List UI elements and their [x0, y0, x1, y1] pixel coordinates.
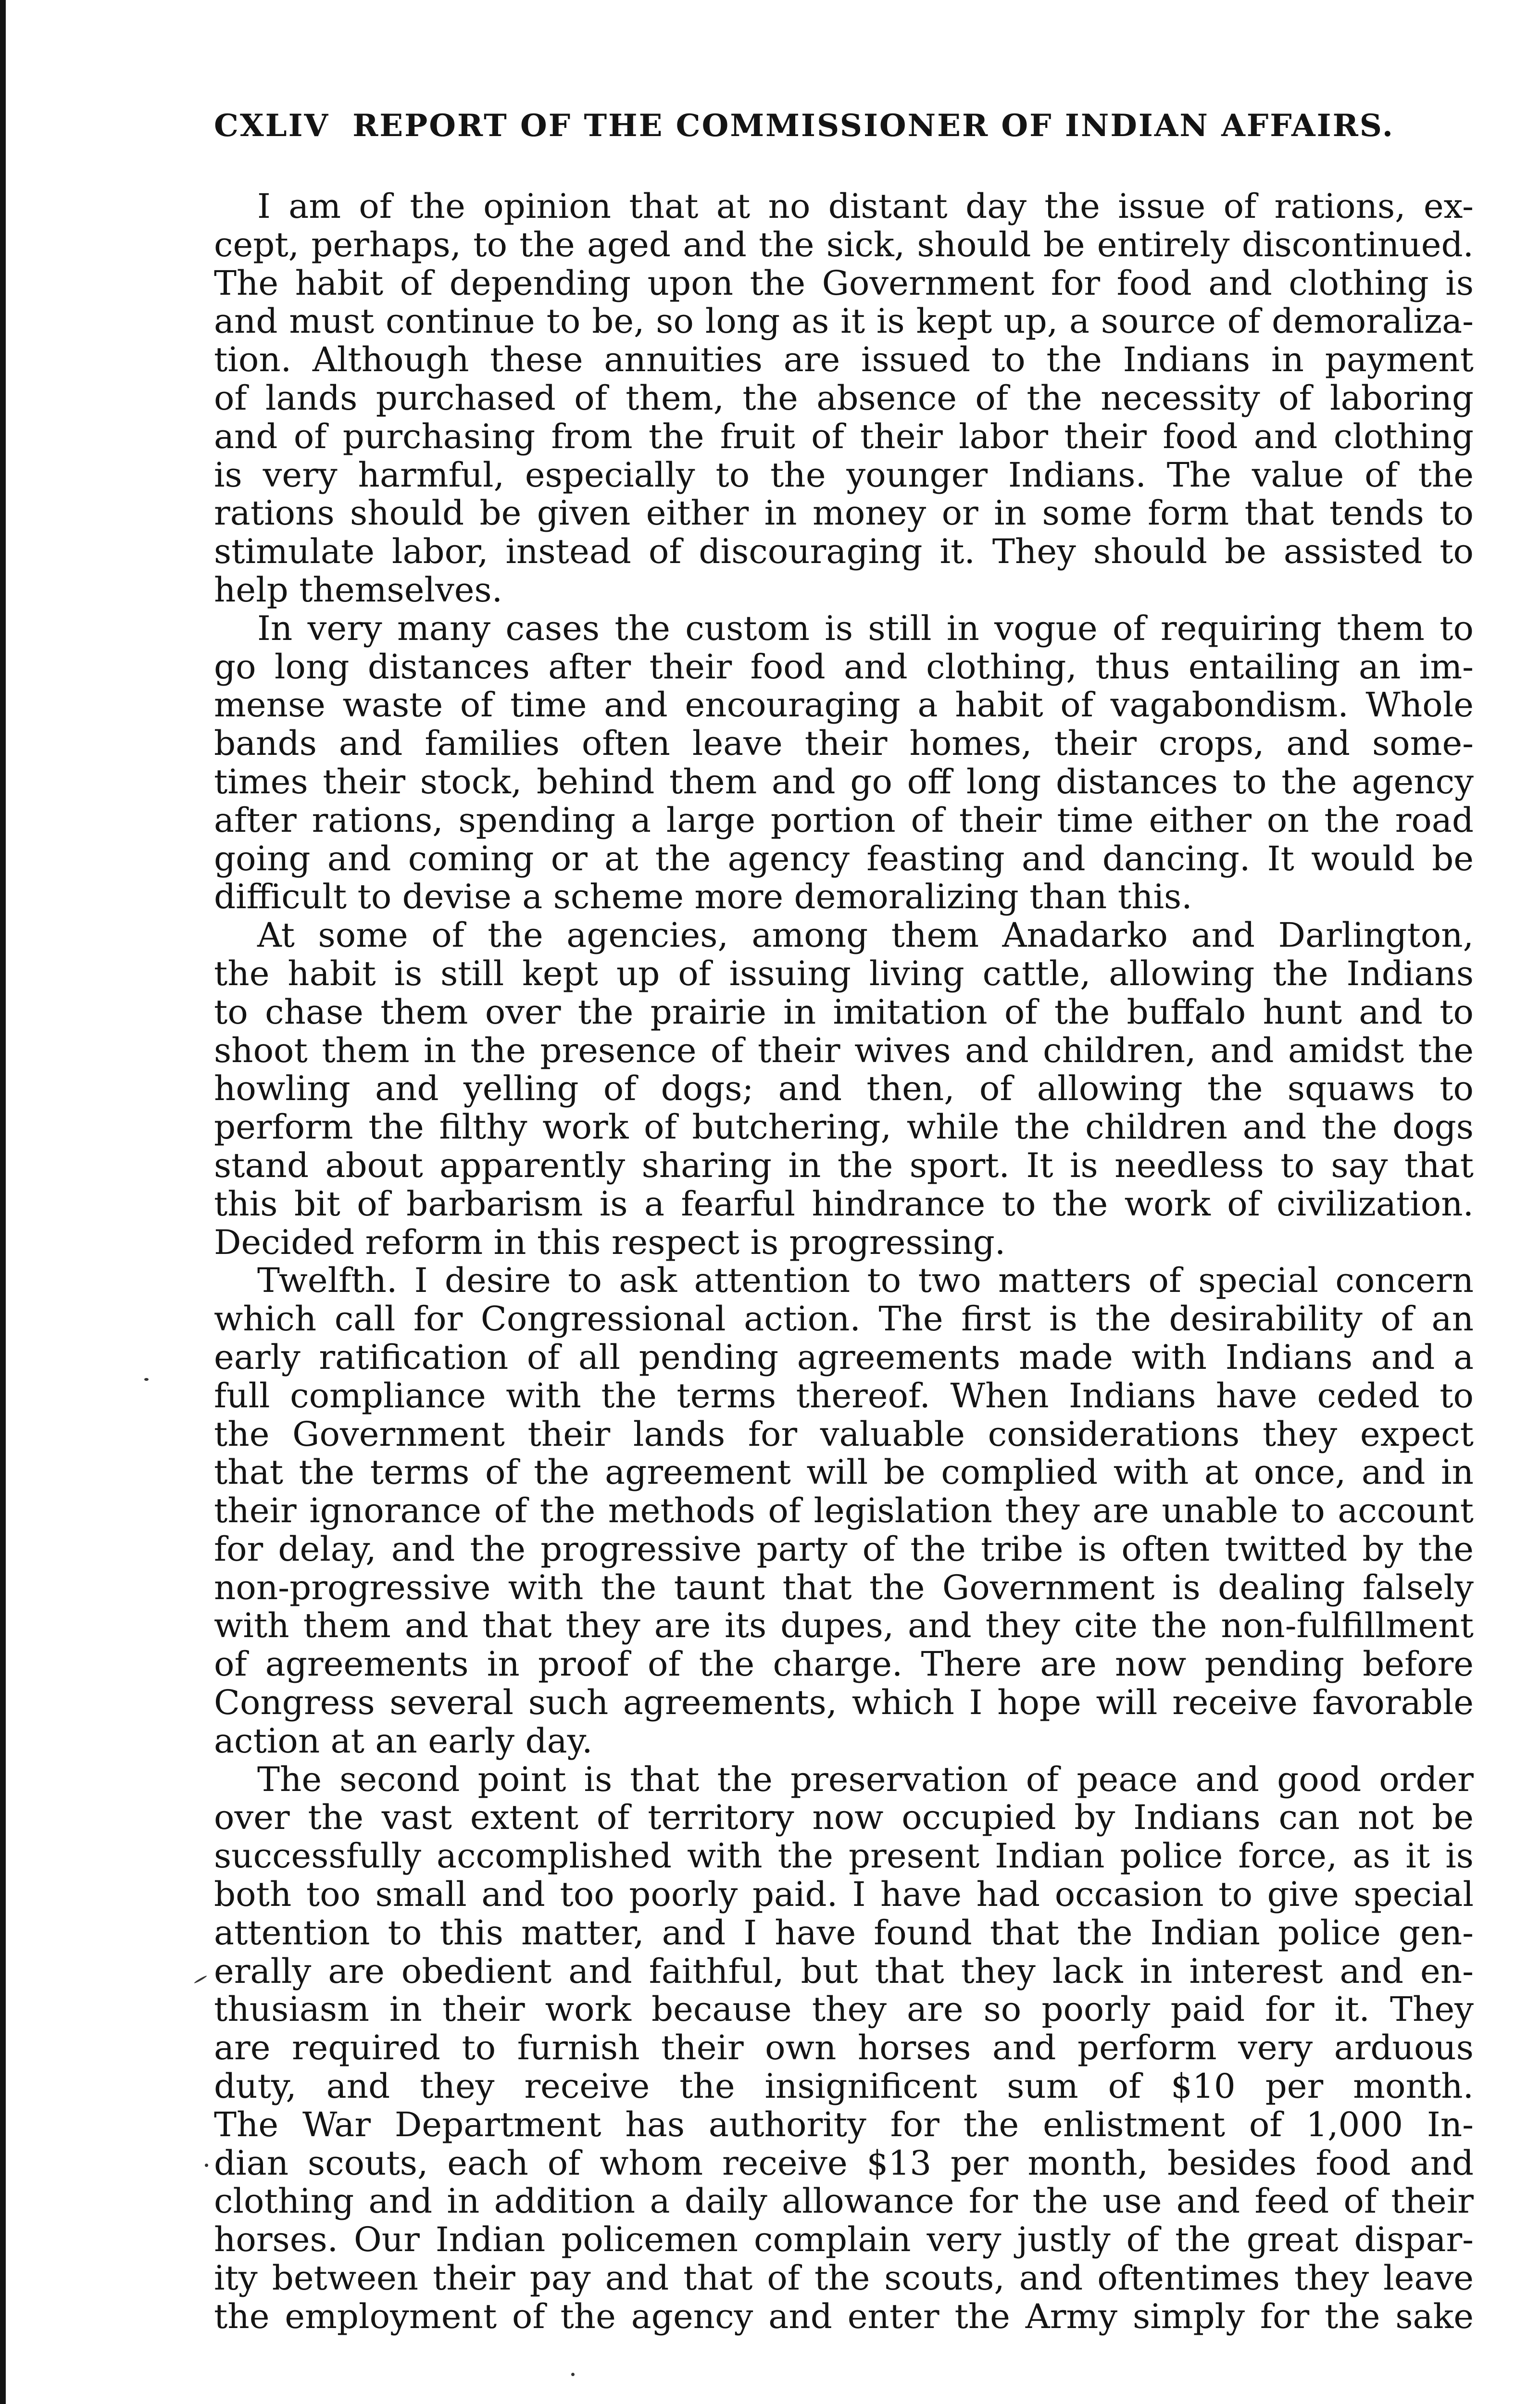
- text-line: I am of the opinion that at no distant day the issue of rations, ex-: [257, 187, 1474, 226]
- text-line: successfully accomplished with the present Indian police force, as it is: [214, 1836, 1474, 1876]
- running-header: [214, 107, 1392, 145]
- text-line: is very harmful, especially to the younger Indians. The value of the: [214, 455, 1474, 495]
- text-line: to chase them over the prairie in imitation of the buffalo hunt and to: [214, 992, 1474, 1032]
- page-folio: CXLIV: [214, 108, 330, 144]
- text-line: rations should be given either in money or in some form that tends to: [214, 493, 1474, 533]
- text-line: action at an early day.: [214, 1721, 593, 1761]
- text-line: with them and that they are its dupes, and they cite the non-fulfillment: [214, 1606, 1474, 1646]
- text-line: and of purchasing from the fruit of their labor their food and clothing: [214, 416, 1474, 456]
- text-line: shoot them in the presence of their wives and children, and amidst the: [214, 1030, 1474, 1070]
- text-line: At some of the agencies, among them Anadarko and Darlington,: [257, 915, 1474, 955]
- text-line: erally are obedient and faithful, but that they lack in interest and en-: [214, 1951, 1474, 1991]
- scan-speck: [205, 2164, 208, 2167]
- text-line: mense waste of time and encouraging a habit of vagabondism. Whole: [214, 685, 1474, 725]
- text-line: The habit of depending upon the Government for food and clothing is: [214, 263, 1474, 303]
- text-line: after rations, spending a large portion of their time either on the road: [214, 800, 1474, 840]
- text-line: full compliance with the terms thereof. When Indians have ceded to: [214, 1376, 1474, 1415]
- text-line: this bit of barbarism is a fearful hindrance to the work of civilization.: [214, 1184, 1474, 1224]
- text-line: which call for Congressional action. The first is the desirability of an: [214, 1299, 1474, 1339]
- text-line: The War Department has authority for the enlistment of 1,000 In-: [214, 2104, 1474, 2144]
- text-line: for delay, and the progressive party of the tribe is often twitted by the: [214, 1529, 1474, 1569]
- text-line: going and coming or at the agency feasting and dancing. It would be: [214, 839, 1474, 878]
- text-line: stimulate labor, instead of discouraging it. They should be assisted to: [214, 532, 1474, 572]
- paragraph: [214, 188, 1474, 610]
- paragraph: [214, 916, 1474, 1262]
- text-line: help themselves.: [214, 570, 503, 610]
- scan-speck: [571, 2373, 575, 2376]
- text-line: Twelfth. I desire to ask attention to two matters of special concern: [257, 1261, 1474, 1301]
- text-line: times their stock, behind them and go off long distances to the agency: [214, 762, 1474, 801]
- paragraph: [214, 1262, 1474, 1760]
- text-line: thusiasm in their work because they are so poorly paid for it. They: [214, 1990, 1474, 2029]
- paragraph: [214, 1761, 1474, 2336]
- text-line: tion. Although these annuities are issued to the Indians in payment: [214, 340, 1474, 380]
- text-line: In very many cases the custom is still in vogue of requiring them to: [257, 608, 1474, 648]
- text-line: non-progressive with the taunt that the Government is dealing falsely: [214, 1567, 1474, 1607]
- text-line: Congress several such agreements, which I hope will receive favorable: [214, 1683, 1474, 1723]
- text-line: duty, and they receive the insignificent sum of $10 per month.: [214, 2066, 1474, 2106]
- text-line: clothing and in addition a daily allowance for the use and feed of their: [214, 2181, 1474, 2221]
- text-line: howling and yelling of dogs; and then, of allowing the squaws to: [214, 1069, 1474, 1109]
- text-line: bands and families often leave their homes, their crops, and some-: [214, 724, 1474, 764]
- text-line: perform the filthy work of butchering, while the children and the dogs: [214, 1107, 1474, 1147]
- scan-speck: [194, 1975, 207, 1984]
- scan-speck: [144, 1378, 149, 1381]
- text-line: that the terms of the agreement will be complied with at once, and in: [214, 1452, 1474, 1492]
- text-line: the Government their lands for valuable considerations they expect: [214, 1414, 1474, 1454]
- text-line: The second point is that the preservation of peace and good order: [257, 1759, 1474, 1799]
- text-line: go long distances after their food and clothing, thus entailing an im-: [214, 647, 1474, 687]
- text-line: stand about apparently sharing in the sport. It is needless to say that: [214, 1145, 1474, 1185]
- text-line: the employment of the agency and enter the Army simply for the sake: [214, 2296, 1474, 2336]
- text-line: over the vast extent of territory now occupied by Indians can not be: [214, 1798, 1474, 1838]
- text-line: attention to this matter, and I have found that the Indian police gen-: [214, 1913, 1474, 1953]
- text-line: both too small and too poorly paid. I have had occasion to give special: [214, 1875, 1474, 1915]
- text-line: ity between their pay and that of the scouts, and oftentimes they leave: [214, 2258, 1474, 2298]
- text-line: Decided reform in this respect is progressing.: [214, 1222, 1006, 1262]
- body-text: [214, 188, 1474, 2336]
- text-line: dian scouts, each of whom receive $13 per month, besides food and: [214, 2143, 1474, 2183]
- text-line: horses. Our Indian policemen complain very justly of the great dispar-: [214, 2220, 1474, 2260]
- text-line: early ratification of all pending agreements made with Indians and a: [214, 1337, 1474, 1377]
- text-line: of agreements in proof of the charge. There are now pending before: [214, 1644, 1474, 1684]
- scan-left-edge: [0, 0, 6, 2404]
- paragraph: [214, 610, 1474, 916]
- text-line: their ignorance of the methods of legislation they are unable to account: [214, 1491, 1474, 1531]
- text-line: and must continue to be, so long as it is kept up, a source of demoraliza-: [214, 301, 1474, 341]
- running-title: REPORT OF THE COMMISSIONER OF INDIAN AFFAIRS.: [352, 108, 1394, 144]
- text-line: the habit is still kept up of issuing living cattle, allowing the Indians: [214, 953, 1474, 993]
- text-line: are required to furnish their own horses and perform very arduous: [214, 2028, 1474, 2068]
- text-line: of lands purchased of them, the absence of the necessity of laboring: [214, 378, 1474, 418]
- text-line: difficult to devise a scheme more demoralizing than this.: [214, 877, 1192, 917]
- text-line: cept, perhaps, to the aged and the sick, should be entirely discontinued.: [214, 225, 1474, 264]
